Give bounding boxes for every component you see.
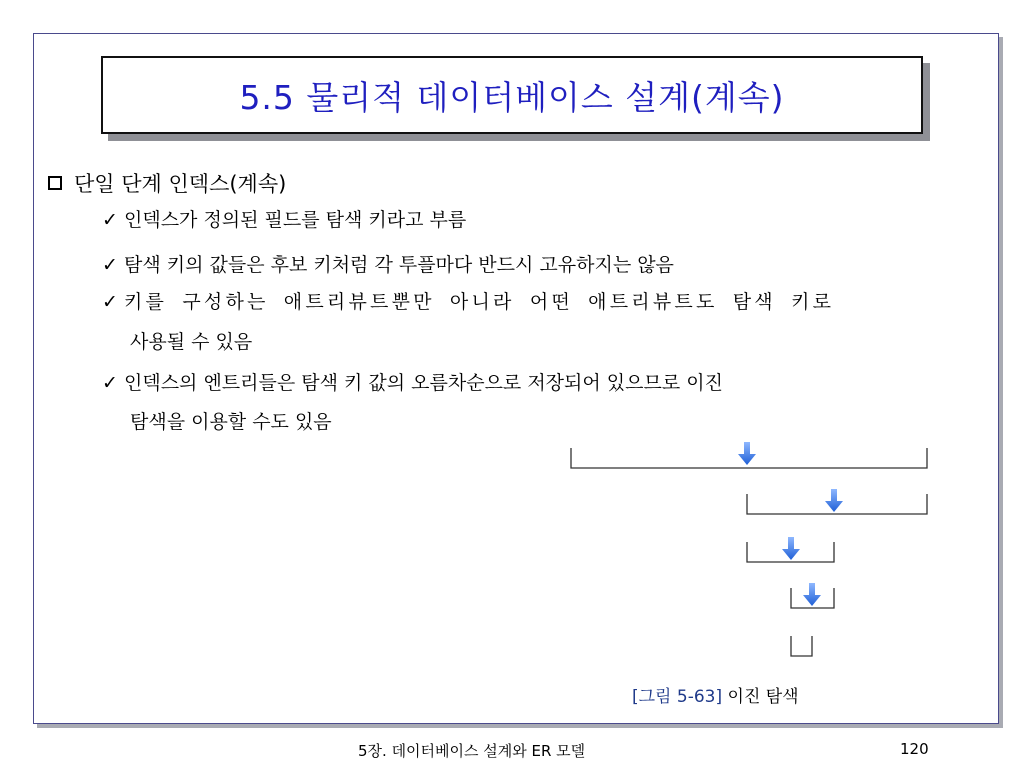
page-number: 120 xyxy=(900,740,929,758)
bullet-item xyxy=(102,368,723,399)
check-icon: ✓ xyxy=(102,291,118,313)
check-icon: ✓ xyxy=(102,254,118,276)
bullet-item xyxy=(102,205,466,236)
bullet-item xyxy=(102,250,674,281)
bullet-text: 인덱스가 정의된 필드를 탐색 키라고 부름 xyxy=(124,209,467,231)
figure-caption-text: 이진 탐색 xyxy=(727,687,799,707)
section-heading-text: 단일 단계 인덱스(계속) xyxy=(74,172,287,196)
bullet-continuation: 사용될 수 있음 xyxy=(130,331,253,353)
page-title: 5.5 물리적 데이터베이스 설계(계속) xyxy=(239,77,785,117)
bullet-continuation: 탐색을 이용할 수도 있음 xyxy=(130,411,332,433)
check-icon: ✓ xyxy=(102,372,118,394)
check-icon: ✓ xyxy=(102,209,118,231)
bullet-text: 인덱스의 엔트리들은 탐색 키 값의 오름차순으로 저장되어 있으므로 이진 xyxy=(124,372,723,394)
bullet-item xyxy=(102,287,834,318)
down-arrow-icon xyxy=(825,489,843,512)
bullet-text: 탐색 키의 값들은 후보 키처럼 각 투플마다 반드시 고유하지는 않음 xyxy=(124,254,674,276)
down-arrow-icon xyxy=(738,442,756,465)
footer-chapter: 5장. 데이터베이스 설계와 ER 모델 xyxy=(358,742,586,760)
search-range-bracket xyxy=(791,636,812,656)
figure-caption xyxy=(632,682,799,707)
section-heading xyxy=(48,168,286,198)
down-arrow-icon xyxy=(803,583,821,606)
bullet-text: 키를 구성하는 애트리뷰트뿐만 아니라 어떤 애트리뷰트도 탐색 키로 xyxy=(124,291,835,313)
down-arrow-icon xyxy=(782,537,800,560)
checkbox-icon xyxy=(48,176,62,190)
figure-number: [그림 5-63] xyxy=(632,687,723,707)
binary-search-figure xyxy=(540,420,960,670)
title-box xyxy=(101,56,923,134)
